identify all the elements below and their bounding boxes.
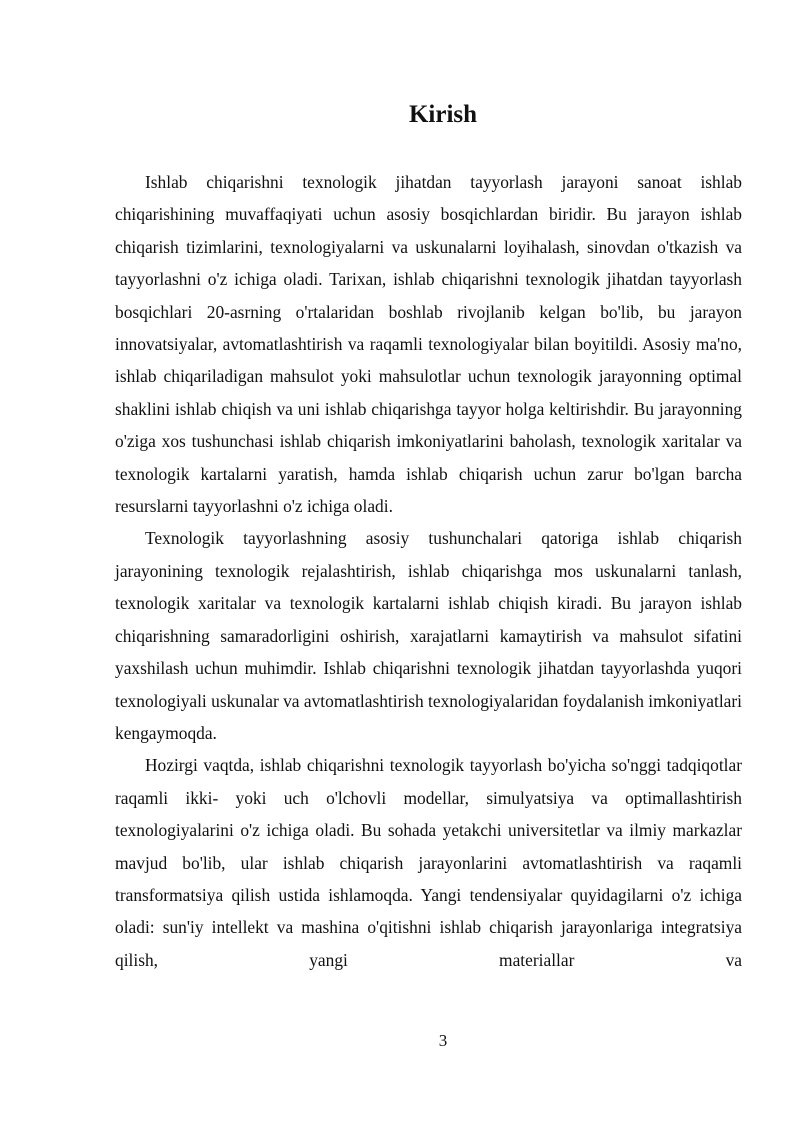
paragraph-1: Ishlab chiqarishni texnologik jihatdan tayyorlash jarayoni sanoat ishlab chiqarishining muvaffaqiyati uchun asosiy bosqichlardan biridir. Bu jarayon ishlab chiqarish tizimlarini, texnologiyalarni va uskunalarni loyihalash, sinovdan o'tkazish va tayyorlashni o'z ichiga oladi. Tarixan, ishlab chiqarishni texnologik jihatdan tayyorlash bosqichlari 20-asrning o'rtalaridan boshlab rivojlanib kelgan bo'lib, bu jarayon innovatsiyalar, avtomatlashtirish va raqamli texnologiyalar bilan boyitildi. Asosiy ma'no, ishlab chiqariladigan mahsulot yoki mahsulotlar uchun texnologik jarayonning optimal shaklini ishlab chiqish va uni ishlab chiqarishga tayyor holga keltirishdir. Bu jarayonning o'ziga xos tushunchasi ishlab chiqarish imkoniyatlarini baholash, texnologik xaritalar va texnologik kartalarni yaratish, hamda ishlab chiqarish uchun zarur bo'lgan barcha resurslarni tayyorlashni o'z ichiga oladi. — [115, 172, 742, 517]
paragraph-3: Hozirgi vaqtda, ishlab chiqarishni texnologik tayyorlash bo'yicha so'nggi tadqiqotlar raqamli ikki- yoki uch o'lchovli modellar, simulyatsiya va optimallashtirish texnologiyalarini o'z ichiga oladi. Bu sohada yetakchi universitetlar va ilmiy markazlar mavjud bo'lib, ular ishlab chiqarish jarayonlarini avtomatlashtirish va raqamli transformatsiya qilish ustida ishlamoqda. Yangi tendensiyalar quyidagilarni o'z ichiga oladi: sun'iy intellekt va mashina o'qitishni ishlab chiqarish jarayonlariga integratsiya qilish, yangi materiallar va — [115, 755, 742, 970]
page-number: 3 — [438, 1031, 448, 1050]
page-title: Kirish — [408, 101, 478, 128]
paragraph-2: Texnologik tayyorlashning asosiy tushunchalari qatoriga ishlab chiqarish jarayonining texnologik rejalashtirish, ishlab chiqarishga mos uskunalarni tanlash, texnologik xaritalar va texnologik kartalarni ishlab chiqish kiradi. Bu jarayon ishlab chiqarishning samaradorligini oshirish, xarajatlarni kamaytirish va mahsulot sifatini yaxshilash uchun muhimdir. Ishlab chiqarishni texnologik jihatdan tayyorlashda yuqori texnologiyali uskunalar va avtomatlashtirish texnologiyalaridan foydalanish imkoniyatlari kengaymoqda. — [115, 528, 742, 743]
body-text — [115, 166, 742, 976]
